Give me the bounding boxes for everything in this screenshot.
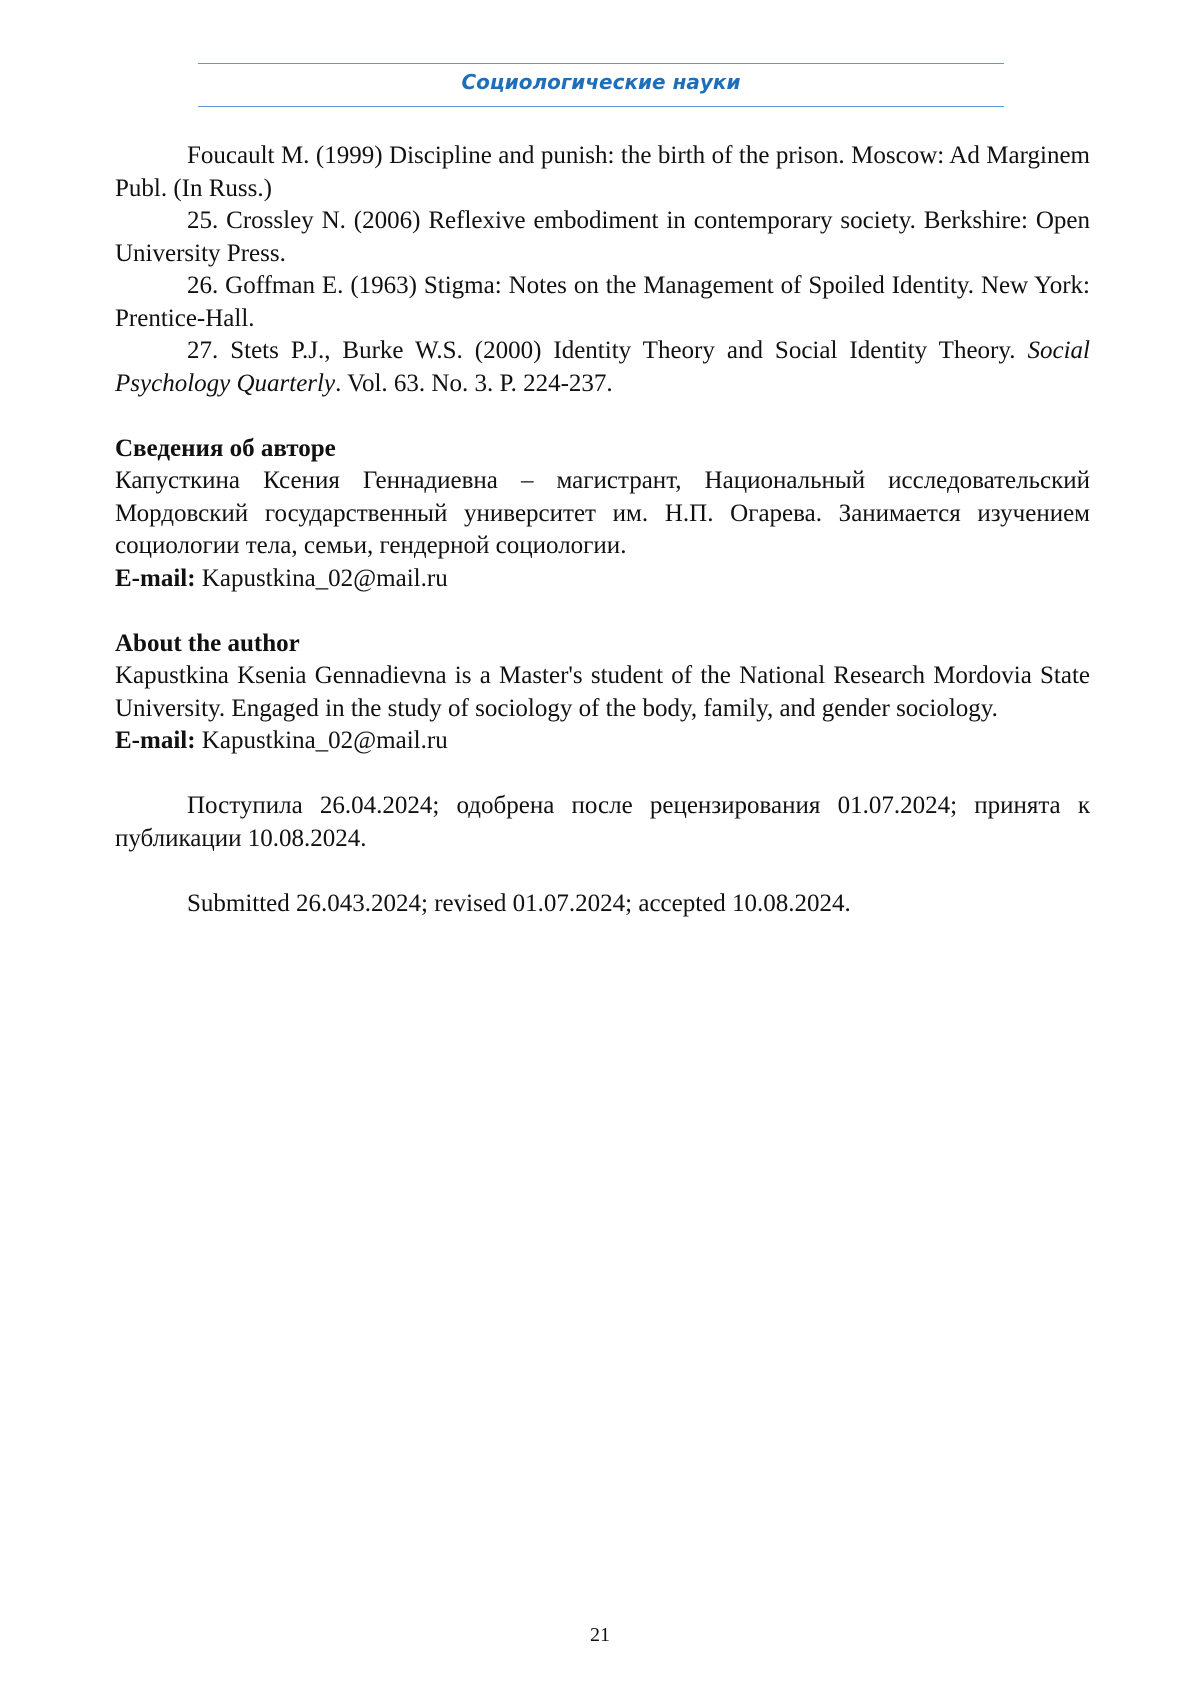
submission-dates-en: Submitted 26.043.2024; revised 01.07.2024; accepted 10.08.2024. [187,889,851,917]
spacer [115,758,1090,791]
journal-title: Social Psychology Quarterly [115,337,1090,397]
author-heading-ru: Сведения об авторе [115,434,336,462]
email-label: E-mail: [115,564,196,592]
reference-item: 26. Goffman E. (1963) Stigma: Notes on the Management of Spoiled Identity. New York: Prentice-Hall. [115,272,1090,332]
spacer [115,400,1090,433]
email-address: Kapustkina_02@mail.ru [195,727,448,754]
page-number: 21 [590,1624,610,1646]
reference-item: 25. Crossley N. (2006) Reflexive embodiment in contemporary society. Berkshire: Open University Press. [115,207,1090,267]
email-address: Kapustkina_02@mail.ru [195,564,448,592]
running-header [198,63,1004,107]
reference-item: Foucault M. (1999) Discipline and punish: the birth of the prison. Moscow: Ad Marginem Publ. (In Russ.) [115,142,1090,202]
spacer [115,855,1090,888]
author-heading-en: About the author [115,629,300,657]
page-content [115,140,1090,920]
spacer [115,595,1090,628]
reference-text: 27. Stets P.J., Burke W.S. (2000) Identity Theory and Social Identity Theory. [187,337,1028,364]
submission-dates-ru: Поступила 26.04.2024; одобрена после рецензирования 01.07.2024; принята к публикации 10.08.2024. [115,792,1090,852]
reference-text: . Vol. 63. No. 3. P. 224-237. [335,369,613,397]
author-bio-en: Kapustkina Ksenia Gennadievna is a Master's student of the National Research Mordovia State University. Engaged in the study of sociology of the body, family, and gender sociology. [115,662,1090,722]
author-email-ru [115,563,1090,596]
email-label: E-mail: [115,727,196,754]
author-bio-ru: Капусткина Ксения Геннадиевна – магистрант, Национальный исследовательский Мордовский государственный университет им. Н.П. Огарева. Занимается изучением социологии тела, семьи, гендерной социологии. [115,467,1090,559]
reference-item [115,335,1090,400]
author-email-en [115,725,1090,758]
journal-section-title: Социологические науки [461,70,741,94]
